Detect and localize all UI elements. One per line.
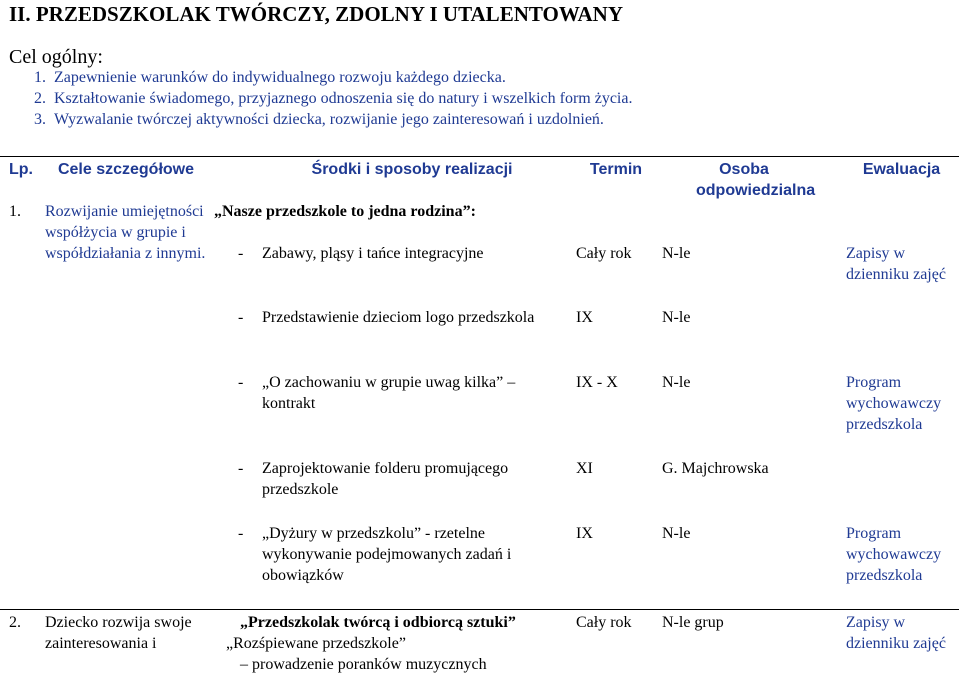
activity-text: „Dyżury w przedszkolu” - rzetelne wykonywanie podejmowanych zadań i obowiązków [262, 525, 512, 584]
activity-text: Zabawy, pląsy i tańce integracyjne [262, 245, 484, 262]
general-goals-list [34, 67, 632, 130]
section1-goal-cell [0, 201, 208, 610]
section2-title: „Przedszkolak twórcą i odbiorcą sztuki” [240, 614, 516, 631]
plan-table [0, 156, 959, 675]
goal-number: 3. [34, 111, 46, 128]
activity-person: G. Majchrowska [662, 460, 769, 477]
goal-number: 1. [34, 69, 46, 86]
activity-dash: - [238, 460, 244, 477]
activity-term: IX - X [576, 374, 618, 391]
activity-person: N-le [662, 245, 691, 262]
activity-text: „O zachowaniu w grupie uwag kilka” – kontrakt [262, 374, 516, 412]
table-row [0, 610, 959, 676]
section2-subtitle: „Rozśpiewane przedszkole” [226, 635, 406, 652]
activity-dash: - [238, 245, 244, 262]
activity-text: Przedstawienie dzieciom logo przedszkola [262, 309, 535, 326]
section2-goal: Dziecko rozwija swoje zainteresowania i [45, 614, 192, 652]
activity-term: IX [576, 525, 593, 542]
goal-number: 2. [34, 90, 46, 107]
table-header-row [0, 157, 959, 202]
section2-evaluation: Zapisy w dzienniku zajęć [846, 614, 946, 652]
header-means: Środki i sposoby realizacji [311, 161, 513, 178]
header-goals: Cele szczegółowe [57, 161, 195, 178]
section2-goal-cell [0, 610, 208, 676]
section1-title-cell [208, 201, 576, 243]
activity-person: N-le [662, 309, 691, 326]
activity-term: Cały rok [576, 245, 632, 262]
activity-text: Zaprojektowanie folderu promującego przedszkole [262, 460, 509, 498]
activity-dash: - [238, 374, 244, 391]
general-goal-item [34, 88, 632, 109]
section2-means-cell [208, 610, 576, 676]
activity-evaluation: Zapisy w dzienniku zajęć [846, 245, 946, 283]
table-row [0, 201, 959, 243]
activity-dash: - [238, 525, 244, 542]
header-lp: Lp. [9, 161, 33, 178]
activity-evaluation: Program wychowawczy przedszkola [846, 374, 942, 433]
activity-evaluation: Program wychowawczy przedszkola [846, 525, 942, 584]
general-goal-item [34, 109, 632, 130]
section1-title: „Nasze przedszkole to jedna rodzina”: [214, 203, 476, 220]
activity-term: IX [576, 309, 593, 326]
document-heading: II. PRZEDSZKOLAK TWÓRCZY, ZDOLNY I UTALENTOWANY [9, 2, 623, 26]
header-evaluation: Ewaluacja [862, 161, 941, 178]
goal-text: Zapewnienie warunków do indywidualnego rozwoju każdego dziecka. [54, 69, 506, 86]
header-person: Osoba odpowiedzialna [696, 161, 816, 199]
activity-term: XI [576, 460, 593, 477]
section1-goal: Rozwijanie umiejętności współżycia w grupie i współdziałania z innymi. [45, 203, 206, 262]
section2-person: N-le grup [662, 614, 724, 631]
section1-number: 1. [9, 203, 21, 220]
activity-person: N-le [662, 525, 691, 542]
general-goal-item [34, 67, 632, 88]
general-goal-title: Cel ogólny: [9, 46, 103, 68]
goal-text: Kształtowanie świadomego, przyjaznego odnoszenia się do natury i wszelkich form życia. [54, 90, 633, 107]
goal-text: Wyzwalanie twórczej aktywności dziecka, rozwijanie jego zainteresowań i uzdolnień. [54, 111, 604, 128]
section2-term: Cały rok [576, 614, 632, 631]
section2-number: 2. [9, 614, 21, 631]
header-term: Termin [589, 161, 643, 178]
activity-dash: - [238, 309, 244, 326]
section2-activity: – prowadzenie poranków muzycznych [240, 656, 487, 673]
activity-person: N-le [662, 374, 691, 391]
